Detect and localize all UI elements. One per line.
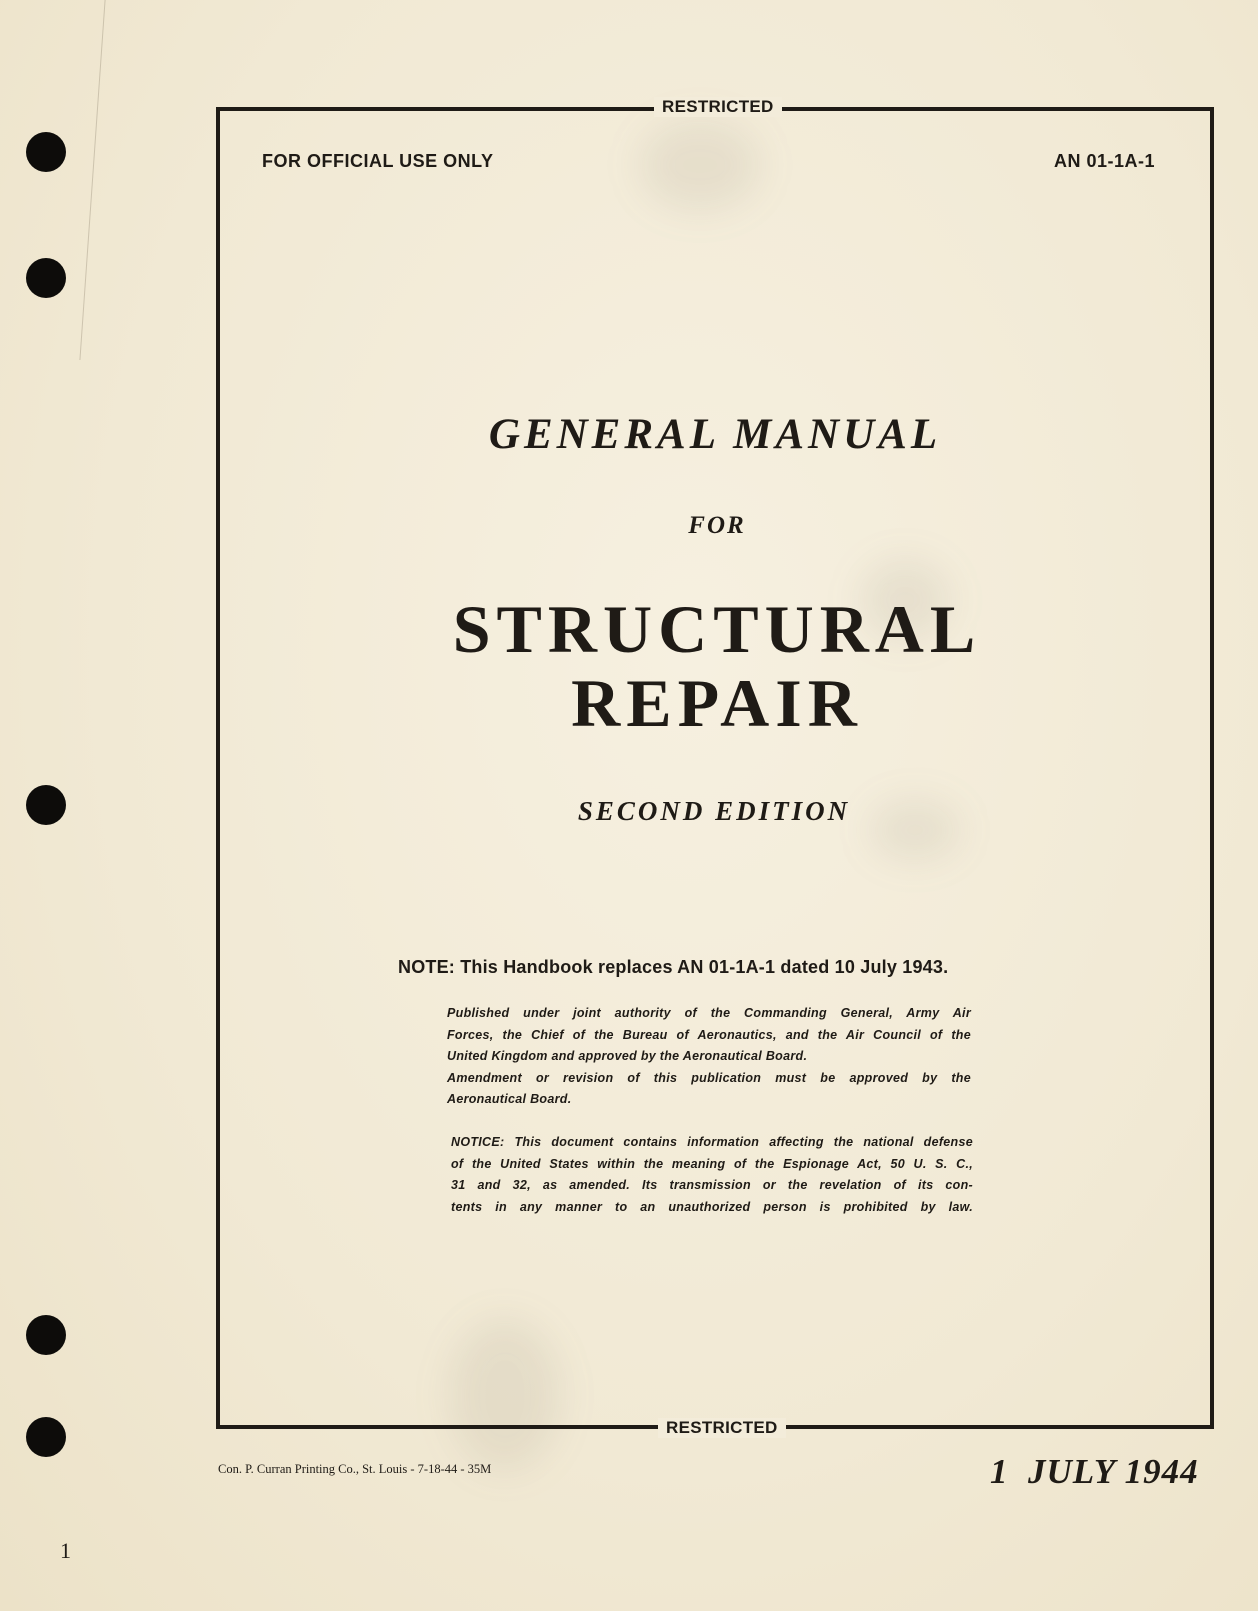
replacement-note: NOTE: This Handbook replaces AN 01-1A-1 dated 10 July 1943.: [398, 957, 949, 977]
binder-hole: [26, 132, 66, 172]
title-structural: STRUCTURAL: [452, 591, 982, 667]
edition-label: SECOND EDITION: [577, 796, 851, 826]
notice-line: of the United States within the meaning of the Espionage Act, 50 U. S. C.,: [451, 1156, 973, 1171]
border-frame: [216, 107, 1214, 1429]
official-use-label: FOR OFFICIAL USE ONLY: [262, 151, 494, 171]
paper-tear: [79, 0, 145, 360]
document-number: AN 01-1A-1: [1054, 151, 1156, 171]
notice-line: tents in any manner to an unauthorized person is prohibited by law.: [451, 1199, 973, 1214]
authority-paragraph: [447, 1003, 971, 1111]
authority-line: Published under joint authority of the Commanding General, Army Air: [447, 1006, 971, 1020]
printer-imprint: Con. P. Curran Printing Co., St. Louis - 7-18-44 - 35M: [218, 1462, 492, 1476]
title-for: FOR: [688, 512, 746, 539]
publication-date: 1 JULY 1944: [990, 1452, 1199, 1491]
page-number: 1: [60, 1538, 71, 1563]
authority-line: Forces, the Chief of the Bureau of Aeronautics, and the Air Council of the: [447, 1027, 971, 1042]
title-general-manual: GENERAL MANUAL: [488, 411, 942, 458]
restricted-marking-bottom: RESTRICTED: [658, 1418, 786, 1438]
restricted-marking-top: RESTRICTED: [654, 97, 782, 117]
title-repair: REPAIR: [571, 665, 863, 741]
binder-hole: [26, 1315, 66, 1355]
authority-line: Amendment or revision of this publication must be approved by the: [447, 1070, 971, 1085]
notice-line: NOTICE: This document contains information affecting the national defense: [451, 1135, 973, 1149]
notice-paragraph: [451, 1132, 973, 1218]
authority-line: United Kingdom and approved by the Aeronautical Board.: [447, 1049, 808, 1063]
notice-line: 31 and 32, as amended. Its transmission or the revelation of its con-: [451, 1178, 973, 1192]
authority-line: Aeronautical Board.: [447, 1092, 572, 1106]
binder-hole: [26, 258, 66, 298]
binder-hole: [26, 1417, 66, 1457]
